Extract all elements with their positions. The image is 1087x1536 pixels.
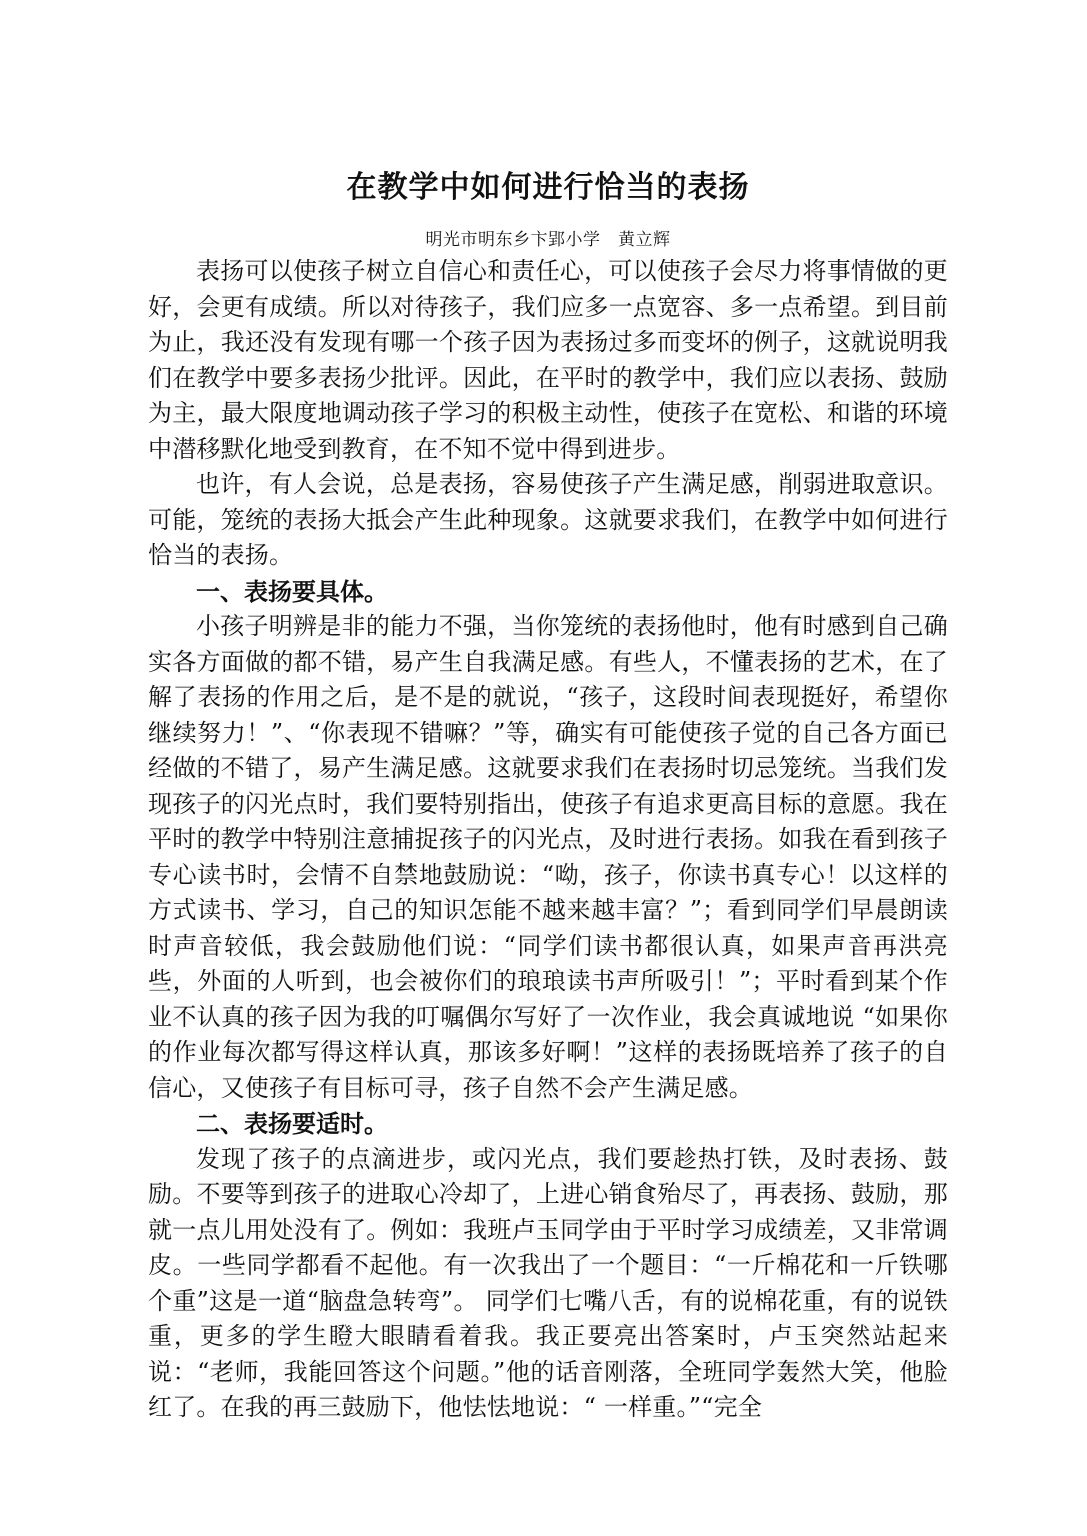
intro-paragraph-2: 也许，有人会说，总是表扬，容易使孩子产生满足感，削弱进取意识。可能，笼统的表扬大抵会产生此种现象。这就要求我们，在教学中如何进行恰当的表扬。 [148,470,948,569]
intro-paragraph-1: 表扬可以使孩子树立自信心和责任心，可以使孩子会尽力将事情做的更好，会更有成绩。所以对待孩子，我们应多一点宽容、多一点希望。到目前为止，我还没有发现有哪一个孩子因为表扬过多而变坏的例子，这就说明我们在教学中要多表扬少批评。因此，在平时的教学中，我们应以表扬、鼓励为主，最大限度地调动孩子学习的积极主动性，使孩子在宽松、和谐的环境中潜移默化地受到教育，在不知不觉中得到进步。 [148,257,948,463]
section-heading-2: 二、表扬要适时。 [196,1109,388,1138]
document-page [148,168,948,1426]
section-paragraph-1: 小孩子明辨是非的能力不强，当你笼统的表扬他时，他有时感到自己确实各方面做的都不错，易产生自我满足感。有些人，不懂表扬的艺术，在了解了表扬的作用之后，是不是的就说，“孩子，这段时间表现挺好，希望你继续努力！”、“你表现不错嘛？”等，确实有可能使孩子觉的自己各方面已经做的不错了，易产生满足感。这就要求我们在表扬时切忌笼统。当我们发现孩子的闪光点时，我们要特别指出，使孩子有追求更高目标的意愿。我在平时的教学中特别注意捕捉孩子的闪光点，及时进行表扬。如我在看到孩子专心读书时，会情不自禁地鼓励说：“呦，孩子，你读书真专心！以这样的方式读书、学习，自己的知识怎能不越来越丰富？”；看到同学们早晨朗读时声音较低，我会鼓励他们说：“同学们读书都很认真，如果声音再洪亮些，外面的人听到，也会被你们的琅琅读书声所吸引！”；平时看到某个作业不认真的孩子因为我的叮嘱偶尔写好了一次作业，我会真诚地说 “如果你的作业每次都写得这样认真，那该多好啊！”这样的表扬既培养了孩子的自信心，又使孩子有目标可寻，孩子自然不会产生满足感。 [148,612,948,1102]
section-paragraph-2: 发现了孩子的点滴进步，或闪光点，我们要趁热打铁，及时表扬、鼓励。不要等到孩子的进取心冷却了，上进心销食殆尽了，再表扬、鼓励，那就一点儿用处没有了。例如：我班卢玉同学由于平时学习成绩差，又非常调皮。一些同学都看不起他。有一次我出了一个题目：“一斤棉花和一斤铁哪个重”这是一道“脑盘急转弯”。 同学们七嘴八舌，有的说棉花重，有的说铁重，更多的学生瞪大眼睛看着我。我正要亮出答案时，卢玉突然站起来说：“老师，我能回答这个问题。”他的话音刚落，全班同学轰然大笑，他脸红了。在我的再三鼓励下，他怯怯地说：“ 一样重。”“完全 [148,1144,948,1421]
section-heading-1: 一、表扬要具体。 [196,576,388,606]
document-byline: 明光市明东乡卞郢小学 黄立辉 [425,230,671,250]
document-title: 在教学中如何进行恰当的表扬 [346,170,750,205]
